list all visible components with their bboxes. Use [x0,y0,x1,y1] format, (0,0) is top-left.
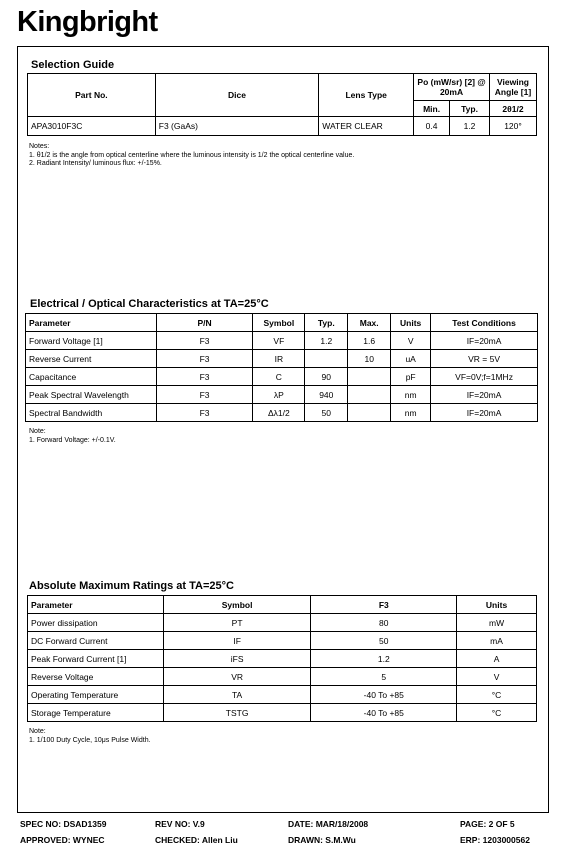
cell: F3 [156,404,253,422]
cell: 50 [311,632,457,650]
cell: mW [457,614,537,632]
cell: Storage Temperature [28,704,164,722]
cell: IF=20mA [431,332,538,350]
cell: Δλ1/2 [253,404,305,422]
spec-no: SPEC NO: DSAD1359 [20,819,107,829]
cell: A [457,650,537,668]
cell-part-no: APA3010F3C [28,117,156,136]
table-row [26,332,538,350]
cell: Capacitance [26,368,157,386]
cell: IF=20mA [431,386,538,404]
note-line: 1. 1/100 Duty Cycle, 10μs Pulse Width. [29,736,151,744]
cell-lens-type: WATER CLEAR [319,117,414,136]
note-line: Note: [29,728,46,735]
cell: iFS [163,650,311,668]
table-row [26,368,538,386]
cell: 1.6 [348,332,391,350]
cell: Peak Spectral Wavelength [26,386,157,404]
cell: °C [457,704,537,722]
cell: IR [253,350,305,368]
col-units: Units [391,314,431,332]
selection-notes [29,143,354,169]
cell: uA [391,350,431,368]
cell [348,404,391,422]
cell: Power dissipation [28,614,164,632]
brand-logo: Kingbright [17,6,158,38]
col-po-min: Min. [414,101,450,117]
table-row [28,632,537,650]
erp-number: ERP: 1203000562 [460,835,530,845]
col-units: Units [457,596,537,614]
cell: Reverse Voltage [28,668,164,686]
col-typ: Typ. [305,314,348,332]
electrical-notes [29,428,116,445]
col-parameter: Parameter [26,314,157,332]
absolute-notes [29,728,151,745]
cell: Reverse Current [26,350,157,368]
cell: F3 [156,332,253,350]
approved-by: APPROVED: WYNEC [20,835,105,845]
cell: -40 To +85 [311,704,457,722]
note-line: 2. Radiant Intensity/ luminous flux: +/-15%. [29,160,162,167]
col-part-no: Part No. [28,74,156,117]
table-row [28,686,537,704]
cell [348,386,391,404]
cell: mA [457,632,537,650]
table-row [26,404,538,422]
cell: TSTG [163,704,311,722]
cell: C [253,368,305,386]
cell: V [391,332,431,350]
cell: 80 [311,614,457,632]
cell: F3 [156,350,253,368]
rev-no: REV NO: V.9 [155,819,205,829]
cell: VR = 5V [431,350,538,368]
cell: F3 [156,368,253,386]
note-line: 1. Forward Voltage: +/-0.1V. [29,436,116,444]
cell: 50 [305,404,348,422]
note-line: Note: [29,428,46,435]
absolute-ratings-table [27,595,537,722]
cell: VR [163,668,311,686]
page-number: PAGE: 2 OF 5 [460,819,515,829]
col-symbol: Symbol [253,314,305,332]
cell: IF [163,632,311,650]
col-test-conditions: Test Conditions [431,314,538,332]
col-pn: P/N [156,314,253,332]
cell-po-min: 0.4 [414,117,450,136]
cell: nm [391,386,431,404]
cell: -40 To +85 [311,686,457,704]
cell: VF=0V;f=1MHz [431,368,538,386]
col-po: Po (mW/sr) [2] @ 20mA [414,74,490,101]
cell: F3 [156,386,253,404]
col-po-typ: Typ. [450,101,490,117]
electrical-title: Electrical / Optical Characteristics at TA=25°C [30,298,269,310]
cell: Forward Voltage [1] [26,332,157,350]
cell: VF [253,332,305,350]
cell: IF=20mA [431,404,538,422]
col-dice: Dice [155,74,319,117]
cell: 90 [305,368,348,386]
cell [348,368,391,386]
col-viewing-angle: Viewing Angle [1] [489,74,536,101]
cell: Spectral Bandwidth [26,404,157,422]
cell: V [457,668,537,686]
cell: 5 [311,668,457,686]
cell: Peak Forward Current [1] [28,650,164,668]
note-line: Notes: [29,143,50,150]
cell: Operating Temperature [28,686,164,704]
absolute-ratings-title: Absolute Maximum Ratings at TA=25°C [29,580,234,592]
drawn-by: DRAWN: S.M.Wu [288,835,356,845]
table-row [28,614,537,632]
cell: λP [253,386,305,404]
col-f3: F3 [311,596,457,614]
col-parameter: Parameter [28,596,164,614]
cell: pF [391,368,431,386]
document-footer [17,816,549,850]
table-row [26,386,538,404]
checked-by: CHECKED: Allen Liu [155,835,238,845]
date: DATE: MAR/18/2008 [288,819,369,829]
col-max: Max. [348,314,391,332]
cell: nm [391,404,431,422]
col-lens-type: Lens Type [319,74,414,117]
electrical-table [25,313,538,422]
cell: PT [163,614,311,632]
cell: 940 [305,386,348,404]
table-row [28,668,537,686]
table-row [28,704,537,722]
selection-guide-table [27,73,537,136]
cell-angle: 120° [489,117,536,136]
cell: 1.2 [311,650,457,668]
note-line: 1. θ1/2 is the angle from optical centerline where the luminous intensity is 1/2 the optical centerline value. [29,151,355,159]
col-viewing-sub: 2θ1/2 [489,101,536,117]
selection-guide-title: Selection Guide [31,59,115,71]
col-symbol: Symbol [163,596,311,614]
table-row [26,350,538,368]
cell-po-typ: 1.2 [450,117,490,136]
cell: TA [163,686,311,704]
cell-dice: F3 (GaAs) [155,117,319,136]
cell: DC Forward Current [28,632,164,650]
cell [305,350,348,368]
cell: °C [457,686,537,704]
table-row [28,650,537,668]
table-row [28,117,537,136]
cell: 1.2 [305,332,348,350]
cell: 10 [348,350,391,368]
